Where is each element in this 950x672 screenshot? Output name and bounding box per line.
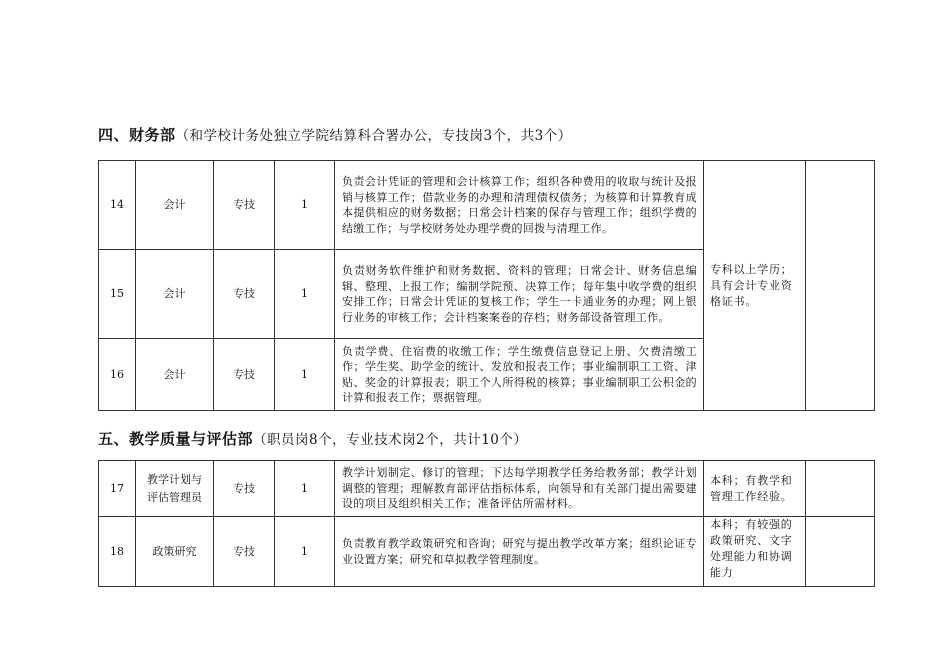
- post-requirement: 本科；有教学和管理工作经验。: [704, 461, 806, 517]
- row-number: 16: [99, 339, 136, 411]
- post-type: 专技: [214, 250, 275, 339]
- post-requirement: 专科以上学历；具有会计专业资格证书。: [704, 161, 806, 411]
- post-name: 政策研究: [136, 517, 214, 587]
- row-number: 14: [99, 161, 136, 250]
- post-duty: 教学计划制定、修订的管理；下达每学期教学任务给教务部；教学计划调整的管理；理解教育部评估指标体系，向领导和有关部门提出需要建设的项目及组织相关工作；准备评估所需材料。: [335, 461, 704, 517]
- post-type: 专技: [214, 339, 275, 411]
- remark-cell: [806, 161, 875, 411]
- post-count: 1: [275, 161, 335, 250]
- post-name: 会计: [136, 339, 214, 411]
- row-number: 18: [99, 517, 136, 587]
- post-duty: 负责学费、住宿费的收缴工作；学生缴费信息登记上册、欠费清缴工作；学生奖、助学金的统计、发放和报表工作；事业编制职工工资、津贴、奖金的计算报表；职工个人所得税的核算；事业编制职工公积金的计算和报表工作；票据管理。: [335, 339, 704, 411]
- post-duty: 负责教育教学政策研究和咨询；研究与提出教学改革方案；组织论证专业设置方案；研究和草拟教学管理制度。: [335, 517, 704, 587]
- finance-table: [98, 160, 875, 411]
- post-type: 专技: [214, 461, 275, 517]
- remark-cell: [806, 517, 875, 587]
- post-count: 1: [275, 517, 335, 587]
- post-name: 会计: [136, 161, 214, 250]
- table-row: [99, 161, 875, 250]
- post-name: 教学计划与评估管理员: [136, 461, 214, 517]
- post-count: 1: [275, 250, 335, 339]
- post-name: 会计: [136, 250, 214, 339]
- quality-table: [98, 460, 875, 587]
- table-row: [99, 461, 875, 517]
- section-4-heading: 四、财务部: [98, 126, 176, 144]
- remark-cell: [806, 461, 875, 517]
- row-number: 15: [99, 250, 136, 339]
- post-duty: 负责会计凭证的管理和会计核算工作；组织各种费用的收取与统计及报销与核算工作；借款业务的办理和清理债权债务；为核算和计算教育成本提供相应的财务数据；日常会计档案的保存与管理工作；组织学费的结缴工作；与学校财务处办理学费的回拨与清理工作。: [335, 161, 704, 250]
- section-5-heading: 五、教学质量与评估部: [98, 430, 254, 448]
- table-row: [99, 517, 875, 587]
- post-type: 专技: [214, 517, 275, 587]
- section-4-title: [98, 124, 572, 145]
- post-type: 专技: [214, 161, 275, 250]
- section-4-note: （和学校计务处独立学院结算科合署办公，专技岗3个，共3个）: [175, 128, 572, 144]
- post-duty: 负责财务软件维护和财务数据、资料的管理；日常会计、财务信息编辑、整理、上报工作；编制学院预、决算工作；每年集中收学费的组织安排工作；日常会计凭证的复核工作；学生一卡通业务的办理；网上银行业务的审核工作；会计档案案卷的存档；财务部设备管理工作。: [335, 250, 704, 339]
- section-5-title: [98, 428, 527, 449]
- post-requirement: 本科；有较强的政策研究、文字处理能力和协调能力: [704, 517, 806, 587]
- post-count: 1: [275, 461, 335, 517]
- post-count: 1: [275, 339, 335, 411]
- section-5-note: （职员岗8个，专业技术岗2个，共计10个）: [253, 432, 528, 448]
- row-number: 17: [99, 461, 136, 517]
